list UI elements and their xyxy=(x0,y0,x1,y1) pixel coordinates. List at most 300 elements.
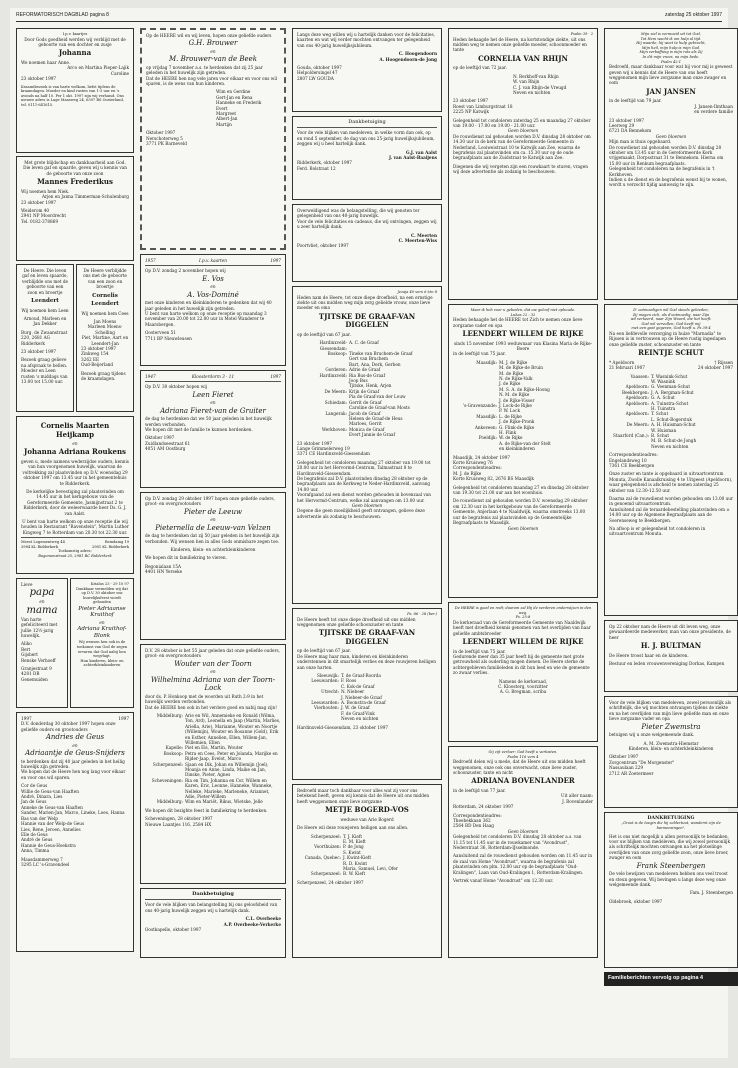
ad-name: Johanna xyxy=(58,48,92,58)
family-place: Leeuwarden: xyxy=(311,700,339,706)
ad-text-2: De rouwdienst zal gehouden worden D.V. woensdag 29 oktober om 12.30 uur in het kerkgebouw van de Gereformeerde Gemeente, Anjerlaan 4 te Naaldwijk, waarna omstreeks 13.00 uur de begrafenis zal plaatsvinden op de Gemeentelijke Begraafplaats te Maasdijk. xyxy=(453,498,588,526)
family-names: P. de Jong S. Kwint xyxy=(343,844,364,855)
ad-age: op de leeftijd van 67 jaar. xyxy=(297,331,351,337)
ad-date: Rotterdam, 24 oktober 1997 xyxy=(453,804,514,810)
ad-name: papa xyxy=(29,587,55,599)
family-row xyxy=(609,374,733,385)
family-row xyxy=(297,871,437,876)
ad-family: Cor de Geus Willie de Geus-van Haaften André, Dinara, Lies Jan de Geus Anneke de Geus-van Haaften Sander, Marien-Jan, Marco, Lineke, Loes, Hanna Bas van der Welp Hannie van der Welp-de Geus Lies, Rene, Jeroen, Annelies Elle de Geus André de Geus Hannie de Geus-Hoekstra Anna, Timma xyxy=(21,783,125,854)
ad-address: Oostkapelle, oktober 1997 xyxy=(145,927,202,933)
birth-ad-leendert xyxy=(16,264,74,412)
ad-text-2: We hopen dit in familiekring te vieren. xyxy=(145,555,227,561)
family-row xyxy=(453,414,593,425)
ad-text: op vrijdag 7 november a.s. te herdenken dat zij 25 jaar geleden in het huwelijk zijn getreden. Dat de HEERE hen nog vele jaren voor elkaar en voor ons wil sparen, is de wens van hun kinderen. xyxy=(146,64,278,87)
death-ad-schut xyxy=(604,304,738,616)
ad-text: Wij wensen hen ook in de toekomst van God de zegen ervaren dat God nabij hen wegvlagt. xyxy=(76,640,128,659)
family-names: Arie en Wil, Annemieke en Ronald (Wilma, Ton, Ard), Leonella en Jaap (Martin, Marlies, Ariella, Arie), Marianne, Wouter en Noortje (Willemijn), Wouter en Rosanne (Gold), Erik en Esther, Annelien, Ellen, Willem-Jan, Willemien, Ellen xyxy=(185,712,281,745)
family-names: Wim en Mariët, Rikus, Wietske, Jelle xyxy=(185,799,263,805)
family-names: T. de Graaf-Roorda xyxy=(341,673,381,679)
ad-address: Correspondentieadres: Theebekkaan 362 2564 BD Den Haag xyxy=(453,812,502,829)
family-names: Monica de Graaf Evert Jannie de Graaf xyxy=(349,426,396,438)
ad-address: Maasdammerweg 7 3295 LC 's-Gravendeel xyxy=(21,856,70,867)
ad-date: 23 oktober 1997 xyxy=(81,346,117,352)
ad-intro: De kerkeraad van de Gereformeerde Gemeente van Naaldwijk heeft met droefheid kennis genomen van het overlijden van haar geliefde ambtsbroeder xyxy=(453,619,591,636)
ad-text-2: De kerkelijke bevestiging zal plaatsvinden om 14.45 uur in het kerkgebouw van de Gereformeerde Gemeente, Jasmijnstraat 2 te Ridderkerk, door de weleerwaarde heer Ds. G. J. van Aalst. xyxy=(23,488,127,516)
ad-sub: We noemen haar Anne. xyxy=(21,59,71,65)
family-names: Petra en Cees, Peter en Jolanda, Marijke en Rijder-Jaap, Evelot, Marco xyxy=(185,750,278,762)
ad-and: en xyxy=(72,441,78,446)
ad-name: Pieter de Leeuw xyxy=(184,507,242,516)
ad-date: 23 oktober 1997 xyxy=(609,117,645,123)
family-names: Tineke van Bruchem-de Graaf Gert van Bruchem Bart, Ana, Derk, Gerben xyxy=(349,351,413,367)
family-row xyxy=(297,411,437,427)
ad-sub: Wij noemen hem Niek. xyxy=(21,188,70,194)
family-row xyxy=(145,762,281,778)
ad-address: Oldebroek, oktober 1997 xyxy=(609,898,663,904)
family-place: Kapelle: xyxy=(165,745,183,751)
family-place: Scherpenzeel: xyxy=(310,871,341,877)
death-ad-van-rhijn xyxy=(448,28,598,300)
ad-top-line: Jezaja 40 vers 6 t/m 8 xyxy=(397,290,437,294)
ad-sub: weduwe van Arie Bogerd xyxy=(340,816,394,822)
family-row xyxy=(453,381,593,392)
ad-text-2: Daarna zal de rouwdienst worden gehouden om 13.00 uur in genoemd uitvaartcentrum. Aansluitend zal de teraardebestelling plaatsvinden om ± 14.00 uur op de Algemene Begraafplaats aan de Soerenseweg te Beekbergen. xyxy=(609,496,733,523)
ad-text: Mijn man is thuis opgebaard. De rouwdienst zal gehouden worden D.V. dinsdag 28 oktober om 13.45 uur in de Gereformeerde Kerk vrijgemaakt, Dorpsstraat 31 te Bennekom. Hierna om 15.00 uur in Renkum begraafplaats. Gelegenheid tot condoleren na de begrafenis in 't Kerkhoven. Indien u de dienst en de begrafenis wenst bij te wonen, wordt u verzocht tijdig aanwezig te zijn. xyxy=(609,139,728,188)
ad-name-2: mama xyxy=(26,604,58,616)
ad-age: op de leeftijd van 67 jaar. xyxy=(297,648,351,654)
death-ad-de-graaf xyxy=(292,286,442,604)
ad-top-line: D' ootmoedigen wil God steeds gebieden; Zij mogen zich, als d'ootmoedig, naar Zijn wil verkeerd, naar Zijn Woord, die het heeft. God wil vervullen; God heeft mij met een gast gegeven, God heeft u. Ps 39:4 xyxy=(630,308,712,331)
family-place xyxy=(453,392,499,403)
ad-text: Voor de vele blijken van belangstelling bij ons geloofsheid van ons 40-jarig huwelijk zeggen wij u hartelijk dank. xyxy=(145,902,278,913)
ad-family: J. Jansen-Ilmthaan en verdere familie xyxy=(694,103,733,115)
continued-banner xyxy=(604,972,738,986)
family-list xyxy=(453,360,593,452)
ad-year-left: 1997 xyxy=(21,716,32,721)
ad-name-2: Adriaantje de Geus-Snijders xyxy=(25,749,125,758)
family-place: Sleeuwijk: xyxy=(316,673,339,679)
ad-text: Langs deze weg willen wij u hartelijk danken voor de felicitaties, kaarten en wat wij verder mochten ontvangen ter gelegenheid van ons 40-jarig huwelijksjubileum. xyxy=(297,32,435,48)
death-ad-bogerd xyxy=(292,784,442,958)
ad-rest: Bezoek graag gelieve na afspraak te bellen. Moeder en Leen rusten 's middags van 13.00 tot 15.00 uur. xyxy=(21,357,68,384)
wedding-ad-heijkamp xyxy=(16,416,134,574)
ad-name: Mannes Frederikus xyxy=(37,177,113,187)
ad-intro: Voor de vele blijken van medeleven, zowel persoonlijk als schriftelijk, die wij mochten ontvangen tijdens de ziekte en na het overlijden van mijn lieve geliefde man en onze lieve zorgzame vader en opa xyxy=(609,700,732,722)
ad-age: in de leeftijd van 75 jaar. xyxy=(453,648,506,654)
ad-top-line: Mijn ziel is vermoeid uit tot God, Tot Hem wacht ik om hulp al tijd. Hij waarde, hij weet te hulp gebracht, Mijn heil, mijn hulp is mijn God. Mijn verbaffung is mijn rots als Zij In dit mijn vrees, na mijn bede. Psalm 42:1 xyxy=(636,32,706,64)
family-place: Hardinxveld-Giessendam: xyxy=(319,340,347,351)
family-row xyxy=(145,713,281,745)
family-names: Ria Bus-de Graaf Joop Bus Tjitske, Henk, Arjen xyxy=(349,372,392,389)
ad-intro: Op de HEERE wil en wij leven, hopen onze geliefde ouders xyxy=(146,33,272,38)
ad-address: Weiderom 40 2941 NP Moordrecht Tel. 0182-378869 xyxy=(21,207,67,224)
family-names: T. J. Kieft E. M. Kieft xyxy=(343,833,366,844)
ad-text-3: Na afloop is er gelegenheid tot condoleren in uitvaartcentrum Monuta. xyxy=(609,526,706,537)
ad-text: Overweldigend was de belangstelling, die wij genoten ter gelegenheid van ons 40-jarig huwelijk. Voor de vele felicitaties en cadeaus, die wij ontvingen, zeggen wij u zeer hartelijk dank. xyxy=(297,208,437,230)
family-names: G. Flink-de Rijke H. Flink xyxy=(499,424,535,435)
family-names: M. J. de Rijke M. de Rijke-de Bruin xyxy=(499,359,543,371)
family-names: Jacob de Graaf Heleen de Graaf-de Heus Marloes, Gerrit xyxy=(349,410,403,427)
ad-intro: Op 22 oktober nam de Heere uit dit leven weg, onze gewaardeerde medewerker, man van onze presidente, de heer xyxy=(609,624,731,640)
ad-and: en xyxy=(210,284,216,290)
family-row xyxy=(453,360,593,371)
death-ad-de-rijke xyxy=(448,304,598,598)
ad-and: en xyxy=(99,619,105,625)
ad-text-3: Vertrek vanaf Home "Avondrust" om 12.30 uur. xyxy=(453,878,554,883)
ad-no-flowers: Geen bloemen xyxy=(351,503,383,508)
ad-parents: Arco en Martina Pieper-Lajik Caroline xyxy=(67,65,129,76)
ad-family: Kinderen, klein- en achterkleinkinderen xyxy=(170,547,256,553)
ad-intro: De Heere. Die leven gaf en leven spaarde, verblijdde ons met de geboorte van een zoon en broertje xyxy=(22,268,68,295)
ad-no-flowers: Geen bloemen xyxy=(507,128,539,134)
ad-address: Gouda, oktober 1997 Helpoldersingel 47 2807 LW GOUDA xyxy=(297,65,342,81)
ad-date: 23 oktober 1997 xyxy=(453,98,489,104)
anniversary-ad-fieret xyxy=(140,370,286,488)
family-row xyxy=(297,340,437,351)
ad-name: Cornelis Leendert xyxy=(91,292,119,308)
ad-intro: D.V. 28 oktober is het 55 jaar geleden dat onze geliefde ouders, groot- en overgrootouders xyxy=(145,648,280,659)
family-row xyxy=(297,389,437,400)
ad-text: de dag te herdenken dat zij 50 jaar geleden in het huwelijk zijn verbonden. Wij wensen hen in alles Gods onmisbare zegen toe. xyxy=(145,533,280,544)
family-place: Scherpenzeel: xyxy=(152,761,183,767)
ad-text: met onze kinderen en kleinkinderen te gedenken dat wij 40 jaar geleden in het huwelijk zijn getreden. U bent van harte welkom op onze receptie op maandag 3 november van 20.00 tot 22.00 uur in Motel Wanderer te Maarsbergen. xyxy=(145,300,272,327)
ad-intro: Met grote blijdschap en dankbaarheid aan God. Die leven gaf en spaarde, geven wij u kennis van de geboorte van onze zoon xyxy=(23,160,127,176)
anniversary-ad-de-leeuw xyxy=(140,492,286,640)
family-place: Ankeveen: xyxy=(474,424,497,430)
ad-name-2: Wilhelmina Adriana van der Toorn-Lock xyxy=(150,675,276,693)
family-names: T. Schut L. Schut-Bogerstuk xyxy=(651,411,692,422)
ad-text: Gelegenheid tot condoleren zaterdag 25 en maandag 27 oktober van 19.00 - 17.00 en 19.00 - 21.00 uur. xyxy=(453,117,591,128)
family-names: G. Veenman-Schut xyxy=(651,384,691,390)
death-ad-de-graaf-family xyxy=(292,608,442,780)
ad-top-line: Maar ik heb voor u gebeden, dat uw geloof niet ophoude. Lukas 22 : 32 xyxy=(470,308,576,317)
thanks-ad-meerten xyxy=(292,204,442,282)
family-names: Krijn de Graaf Pia de Graaf-van der Louw xyxy=(349,388,406,400)
ad-age: in de leeftijd van 75 jaar. xyxy=(453,351,506,357)
ad-address: Zorgcentrum "De Morgenster" Nassaulaan 229 2712 AR Zoetermeer xyxy=(609,759,675,776)
family-names: B. W. Kieft xyxy=(343,871,366,877)
ad-name-2: M. Brouwer-van de Beek xyxy=(168,55,258,64)
ad-family: Aliko Bert Gijsbert Renske Verhoeff xyxy=(21,641,56,663)
family-row xyxy=(609,411,733,422)
family-names: Gerrit de Graaf Caroline de Graaf-van Mosts xyxy=(349,399,410,411)
thanks-ad-zwemstra xyxy=(604,696,738,808)
ad-and: en xyxy=(210,669,216,675)
family-place: Boskoop: xyxy=(327,351,347,357)
thanks-ad-overbeeke xyxy=(140,888,286,958)
family-place: Staarford (Can.): xyxy=(612,432,649,438)
death-ad-bovenlander xyxy=(448,746,598,958)
ad-intro: Na een liefdevolle verzorging in huize "Marnadia" te Rijssen is in vertrouwen op de Heere rustig ingeslapen onze geliefde zuster, schoonzuster en tante xyxy=(609,330,726,347)
family-list xyxy=(297,340,437,437)
family-place: Utrecht: xyxy=(321,689,339,695)
ad-text: door ds. P. Honkoop met de woorden uit Ruth 2:9 in het huwelijk werden verbonden. Dat de HEERE hen ook in het verdere goed en nabij mag zijn! xyxy=(145,693,277,710)
ad-year-left: 1947 xyxy=(145,374,156,379)
death-ad-de-rijke-church xyxy=(448,602,598,742)
ad-text: De Heere troost haar en de kinderen. xyxy=(609,652,689,658)
ad-name: LEENDERT WILLEM DE RIJKE xyxy=(462,329,584,338)
family-place: Middelburg: xyxy=(156,712,183,718)
family-names: Sjaan en Dik, Johan en Willemijn (Joel), Moanja en Anne, Linda, Maike en Jan, Dinske, Pieter, Agnes xyxy=(185,761,269,778)
ad-name: TJITSKE DE GRAAF-VAN DIGGELEN xyxy=(318,311,416,330)
ad-name: ADRIANA BOVENLANDER xyxy=(471,776,575,786)
ad-age: in de leeftijd van 79 jaar. xyxy=(609,98,662,104)
ad-year-right: 1997 xyxy=(118,716,129,721)
ad-intro: Bedroefd maar toch dankbaar voor alles wat zij voor ons betekend heeft, geven wij kennis dat de Heere uit ons midden heeft weggenomen onze lieve zorgzame xyxy=(297,788,430,804)
ad-top-line: Kloosterdorm 3 · 11 xyxy=(191,374,235,379)
ad-address: Zinkweg 154 3262 EE Oud-Beijerland xyxy=(81,351,114,368)
family-names: A. Boonstra-de Graaf xyxy=(341,700,386,706)
death-ad-bultman xyxy=(604,620,738,692)
family-list xyxy=(297,834,437,877)
continued-text: Familieberichten vervolg op pagina 4 xyxy=(608,975,703,981)
birth-ad-johanna xyxy=(16,28,134,153)
family-names: N. Niebeer xyxy=(341,689,365,695)
ad-text: Van harte gefeliciteerd met jullie 12½-jarig huwelijk. xyxy=(21,616,58,639)
ad-no-flowers: Geen bloemen xyxy=(507,525,539,531)
ad-name: Leen Fieret xyxy=(192,390,234,399)
family-names: J. Niebeer-de Graaf xyxy=(341,694,382,700)
header-left: REFORMATORISCH DAGBLAD pagina 8 xyxy=(16,12,109,18)
ad-name: CORNELIA VAN RHIJN xyxy=(478,53,568,63)
ad-addr-left: Meest Logementweg 44 xyxy=(21,540,65,545)
family-place xyxy=(453,371,499,382)
ad-name: C.L. Overbeeke A.P. Overbeeke-Verkerke xyxy=(223,916,281,927)
ad-family: Fam. J. Steenbergen xyxy=(690,890,733,896)
family-place: De Meern: xyxy=(324,388,347,394)
ad-address: Burg. de Zwaanstraat 220, 2681 AG Ridderkerk xyxy=(21,329,68,346)
ad-text: de dag te herdenken dat we 50 jaar geleden in het huwelijk werden verbonden. We hopen dit met de familie te kunnen herdenken. xyxy=(145,416,272,433)
ad-year-left: 1957 xyxy=(145,258,156,263)
family-names: B. Schut M. B. Schut-de Jongh xyxy=(651,432,697,444)
family-row xyxy=(453,425,593,436)
family-names: A. C. de Graaf xyxy=(349,340,379,346)
ad-name: Wouter van der Toorn xyxy=(174,659,252,668)
ad-name: G.H. Brouwer xyxy=(188,39,238,48)
ad-name-2: Johanna Adriana Roukens xyxy=(24,447,126,457)
family-row xyxy=(297,427,437,438)
anniversary-ad-brouwer xyxy=(140,28,286,250)
family-place: Vaassen: xyxy=(630,373,649,379)
thanks-ad-steenbergen xyxy=(604,812,738,968)
ad-intro: Heden behaagde het de HEERE tot Zich te nemen onze lieve zorgzame vader en opa xyxy=(453,317,583,328)
ad-name: LEENDERT WILLEM DE RIJKE xyxy=(462,637,584,646)
anniversary-ad-de-geus xyxy=(16,712,134,952)
family-row xyxy=(145,778,281,800)
ad-address: Oosterveen 51 7711 BP Nieuwleusen xyxy=(145,330,192,341)
family-names: L. de Rijke J. de Rijke-Pronk xyxy=(499,413,535,425)
family-names: W. de Rijke A. de Rijke-van der Stelt en kleinkinderen xyxy=(499,435,551,452)
ad-text: te herdenken dat zij 40 jaar geleden in het heilig huwelijk zijn getreden. We hopen dat de Heere hen nog lang voor elkaar en voor ons wil sparen. xyxy=(21,758,126,780)
ad-text-2: Bestuur en leden vrouwenvereniging Dorkas, Kampen xyxy=(609,661,725,667)
ad-family: A. M. Zwemstra-Hiemstar Kinderen, klein- en achterkleinkinderen xyxy=(628,740,714,751)
family-names: J. de Rijke M. S. A. de Rijke-Hoong xyxy=(499,381,550,392)
ad-top-line: Ps. 86 · 28 (ber.) xyxy=(407,612,437,616)
ad-address: Zuidlandseestraat 61 4051 AM Oostburg xyxy=(145,440,191,452)
ad-and: en xyxy=(210,48,216,54)
family-place: Canada, Quebec: xyxy=(304,855,341,861)
ad-address: Begonialaan 15A 4401 HN Yerseke xyxy=(145,563,183,575)
ad-text: Gedurende meer dan 35 jaar heeft hij de gemeente met grote getrouwheid als ouderling mogen dienen. De Heere sterke de achtergebleven familieleden in dit hun leed en wie de gemeente zo zwaar verlies. xyxy=(453,653,590,676)
ad-intro: Bedroefd, maar dankbaar voor wat hij voor mij is geweest geven wij u kennis dat de Heere van ons heeft weggenomen mijn lieve zorgzame man onze zwager en oom xyxy=(609,64,733,86)
family-place: Vierhouten: xyxy=(314,705,339,711)
ad-parents: Arjen en Janna Timmerman-Schulenburg xyxy=(41,194,129,200)
ad-name-2: Adriana Fieret-van de Gruiter xyxy=(160,406,266,415)
ad-name: REINTJE SCHUT xyxy=(638,348,704,358)
ad-text: Gelegenheid tot condoleren D.V. dinsdag 28 oktober a.s. van 11.15 tot 11.45 uur in de rouwkamer van "Avondrust", Nederstraat 36, Rotterdam-IJsselmonde. xyxy=(453,834,582,850)
ad-title: DANKBETUIGING xyxy=(647,816,695,821)
ad-text-2: De rouwdienst zal gehouden worden D.V. dinsdag 28 oktober om 14.30 uur in de kerk van de Gereformeerde Gemeente in Nederland, Looiweistraat 10 te Katwijk aan Zee, waarna de begrafenis zal plaatsvinden om ca. 15.30 uur op de oude begraafplaats aan de Zuidstraat te Katwijk aan Zee. xyxy=(453,133,591,161)
ad-name: E. Vos xyxy=(202,274,224,283)
birth-ad-cornelis xyxy=(76,264,134,412)
ad-future-address: Bagonumstraat 25, 2981 RC Ridderkerk xyxy=(38,553,112,558)
family-place: Langerak: xyxy=(325,410,347,416)
ad-address: Hardinxveld-Giessendam, 23 oktober 1997 xyxy=(297,724,389,730)
ad-date: Oktober 1997 xyxy=(145,435,175,441)
family-place: De Meern: xyxy=(626,422,649,428)
ad-intro: Op D.V. zondag 29 oktober 1997 hopen onze geliefde ouders, groot- en overgrootouders xyxy=(145,496,275,507)
ad-family: N. Berkhoff-van Rhijn W. van Rhijn C. J. van Rhijn-de Vreugd Neven en nichten xyxy=(513,73,567,95)
family-names: J. W. de Graaf F. de Graaf-Vink Neven en nichten xyxy=(341,705,379,722)
anniversary-ad-kruithof xyxy=(70,578,134,708)
birth-ad-mannes xyxy=(16,156,134,261)
ad-intro: Heden nam de Heere, tot onze diepe droefheid, na een ernstige ziekte uit ons midden weg mijn zorg gelielde vrouw, onze lieve moeder en oma xyxy=(297,294,433,311)
family-place: Apeldoorn: xyxy=(625,400,649,406)
ad-text: Gelegenheid tot condoleren maandag 27 oktober van 19.00 tot 20.00 uur in het Hervormd-Centrum, Talmastraat 8 te Hardinxveld-Giessendam. De begrafenis zal D.V. plaatsvinden dinsdag 28 oktober op de begraafplaats aan de Kerkweg te Neder-Hardinxveld, aanvang 14.00 uur. Voorafgaand zal een dienst worden gehouden in bovenzaal van het Hervormd-Centrum, welke zal aanvangen om 13.00 uur. xyxy=(297,459,431,503)
ad-top-line: I.p.v. kaarten xyxy=(199,258,227,263)
ad-text-3: Diegenen die wij vergeten zijn een rouwkaart te sturen, vragen wij deze advertentie als zodanig te beschouwen. xyxy=(453,163,588,175)
ad-year-right: 1997 xyxy=(270,258,281,263)
family-row xyxy=(453,392,593,403)
family-list xyxy=(297,673,437,722)
ad-addr-left-2: 3984 KL Ridderkerk xyxy=(21,544,59,549)
family-place: Maasdijk: xyxy=(476,359,497,365)
ad-intro: D.V. donderdag 30 oktober 1997 hopen onze geliefde ouders en grootouders xyxy=(21,721,116,732)
ad-and: en xyxy=(210,517,216,523)
thanks-ad-hoogendoorn xyxy=(292,28,442,112)
family-row xyxy=(297,373,437,389)
ad-age: in de leeftijd van 77 jaar. xyxy=(453,787,506,793)
ad-address: Nerschoterweg 5 3771 PK Barneveld xyxy=(146,135,187,147)
ad-date: 23 oktober 1997 xyxy=(21,199,57,205)
ad-intro: Op D.V. zondag 2 november hopen wij xyxy=(145,268,226,274)
family-place: Middelburg: xyxy=(156,799,183,805)
family-place: Beekbergen: xyxy=(622,389,649,395)
family-place: Boskoop: xyxy=(163,750,183,756)
family-place: Apeldoorn: xyxy=(625,395,649,401)
ad-title: Dankbetuiging xyxy=(192,891,234,897)
family-names: Ria en Tim, Johanna en Cor, Willem en Karen, Eric, Leonne, Hanneke, Wanneke, Nelleke, Marieke, Marleneke, Ariannet, Adie, Pieter-Willem xyxy=(185,777,273,800)
family-names: Piet en Els, Martin, Wouter xyxy=(185,745,243,751)
ad-top-line: Psalm 39 · 2 xyxy=(570,32,593,36)
family-row xyxy=(453,403,593,414)
family-place: Hardinxveld: xyxy=(319,372,347,378)
family-place: Schiedam: xyxy=(324,399,347,405)
family-names: Neven en nichten xyxy=(651,443,689,449)
ad-name: H. J. BULTMAN xyxy=(640,641,702,651)
ad-family: Wim en Gerdine Gert-Jan en Rena Hanneke en Frederik Evert Margreet Albert-Jan Martijn xyxy=(216,89,262,127)
ad-name: Leendert xyxy=(31,298,59,305)
ad-text-3: U bent van harte welkom op onze receptie die wij houden in Restaurant "Ravenstein", Martin Luther Kingweg 7 te Rotterdam van 20.30 tot 22.30 uur. xyxy=(21,518,129,535)
ad-intro: De Heere verblijdde ons met de geboorte van een zoon en broertje xyxy=(83,268,127,290)
family-row xyxy=(297,844,437,855)
family-row xyxy=(453,371,593,382)
ad-text-2: Aansluitend zal de rouwdienst gehouden worden om 11.45 uur in de zaal van Home "Avondrust", waarna de begrafenis zal plaatsvinden om plm. 12.00 uur op de begraafplaats "Oud-Kralingen", Laan van Oud-Kralingen 1, Rotterdam-Kralingen. xyxy=(453,853,593,875)
family-names: A. H. Huisman-Schut W. Huisman xyxy=(651,422,696,433)
ad-name: G.J. van Aalst J. van Aalst-Baaijens xyxy=(389,149,437,161)
ad-intro: Door Gods goedheid werden wij verblijd met de geboorte van een dochter en zusje xyxy=(24,36,126,47)
family-list xyxy=(145,713,281,805)
ad-no-flowers: Geen bloemen xyxy=(655,133,687,139)
ad-name: METJE BOGERD-VOS xyxy=(325,805,409,815)
ad-rest: Bezoek graag tijdens de kraamdagen. xyxy=(81,370,126,382)
family-row xyxy=(609,401,733,412)
ad-family: Jan Moens Marleen Moens-Schelling Piet, Martine, Aart en Leendert-Jan xyxy=(81,319,129,346)
ad-name: Frank Steenbergen xyxy=(636,861,706,870)
ad-intro: De Heere heeft tot onze diepe droefheid uit ons midden weggenomen onze geliefde schoonzuster en tante xyxy=(297,616,416,627)
ad-text-2: Degene die geen moeilijkheid geeft ontvangen, gelieve deze advertentie als zodanig te beschouwen. xyxy=(297,508,425,519)
family-place xyxy=(609,444,651,449)
death-ad-jansen xyxy=(604,28,738,300)
family-names: A. Tuinstra-Schut H. Tuinstra xyxy=(651,400,689,411)
ad-intro: Bedroefd delen wij u mede, dat de Heere uit ons midden heeft weggenomen, onze ook ons onverwacht, onze lieve zuster, schoonzuster, tante en nicht xyxy=(453,759,586,775)
page-header xyxy=(16,12,722,22)
ad-name-2: Pieternella de Leeuw-van Velzen xyxy=(155,523,271,532)
ad-name-2: Adriana Kruithof-Blonk xyxy=(77,626,127,639)
ad-date: 23 oktober 1997 xyxy=(21,76,57,82)
ad-name: Andries de Geus xyxy=(45,733,105,742)
family-names: M. de Rijke N. de Rijke-Valk xyxy=(499,370,533,381)
family-names: F. Roos xyxy=(341,678,357,684)
family-list xyxy=(609,374,733,450)
ad-text: De Heere wil deze rouwjeren heiligen aan ons allen. xyxy=(297,825,409,831)
ad-addr-right-2: 2981 KL Ridderkerk xyxy=(91,544,129,549)
ad-name: JAN JANSEN xyxy=(646,86,696,96)
ad-text: geven u, mede namens wederzijdse ouders, kennis van hun voorgenomen huwelijk, waarvan de voltrekking zal plaatsvinden op D.V. woensdag 29 oktober 1997 om 13.45 uur in het gemeentehuis te Ridderkerk. xyxy=(21,458,129,486)
ad-top-line: I.p.v. kaartjes xyxy=(62,32,88,36)
ad-top-line: Krialus 23 · 29 10 97 xyxy=(90,582,129,586)
family-place: Maasdijk: xyxy=(476,413,497,419)
ad-family: Arnoud, Marleen en Jan Dekker xyxy=(23,315,67,327)
ad-addr-right: Reindamg 19 xyxy=(104,540,129,545)
ad-text-2: De vele bewijzen van medeleven hebben ons veel troost en steun gegeven. Wij bevingen u langs deze weg onze welgemeende dank. xyxy=(609,871,728,887)
ad-name: C. Hoogendoorn A. Hoogendoorn-de Jong xyxy=(379,51,437,62)
ad-text: Het is ons niet mogelijk u allen persoonlijk te bedanken, voor uw blijken van medeleven, die wij zowel persoonlijk als schriftelijk mochten ontvangen na het plotselinge overlijden van onze zorg geliefde zoon, onze lieve broer, zwager en oom xyxy=(609,833,730,861)
thanks-ad-van-aalst xyxy=(292,116,442,200)
family-names: C. Kok-de Graaf xyxy=(341,683,375,689)
ad-born: * Apeldoorn 21 februari 1907 xyxy=(609,359,645,371)
ad-address: Scheveningen, 28 oktober 1997 Nieuwe Laantjes 116, 2584 HX xyxy=(145,816,213,827)
family-place: Scheveningen: xyxy=(151,777,183,783)
ad-and: en xyxy=(72,742,78,748)
ad-text: De Heere mag haar man, kinderen en kleinkinderen onderstennen in dit smartelijk verlies en deze rouwjeren heiligen aan onze harten. xyxy=(297,653,436,670)
ad-text-2: We hopen dit bezighte feest in familiekring te herdenken. xyxy=(145,807,268,813)
ad-future-label: Toekomstig adres: xyxy=(58,549,92,554)
ad-intro: Op D.V. 30 oktober hopen wij xyxy=(145,384,207,390)
family-row xyxy=(453,435,593,451)
ad-name: Cornelis Maarten Heijkamp xyxy=(40,421,110,439)
ad-no-flowers: Geen bloemen xyxy=(507,828,539,834)
family-place: Leeuwarden: xyxy=(311,678,339,684)
family-names: J. Kwint-Kieft R. D. Kwint Maria, Samuel, Levi, Ofer xyxy=(343,855,398,871)
ad-title: Dankbetuiging xyxy=(348,119,386,125)
family-place: Gorderen: xyxy=(325,367,347,373)
ad-date: Maasdijk, 24 oktober 1997 xyxy=(453,454,511,460)
family-row xyxy=(297,834,437,845)
ad-name-2: A. Vos-Dominé xyxy=(187,290,239,299)
ad-text: Voor de vele blijken van medeleven, in welke vorm dan ook, op en rond 5 september, de dag van ons 25-jarig huwelijksjubileum, zeggen wij u heel hartelijk dank. xyxy=(297,130,435,147)
ad-address: Ridderkerk, oktober 1997 Ferd. Bolstraat 12 xyxy=(297,160,352,171)
